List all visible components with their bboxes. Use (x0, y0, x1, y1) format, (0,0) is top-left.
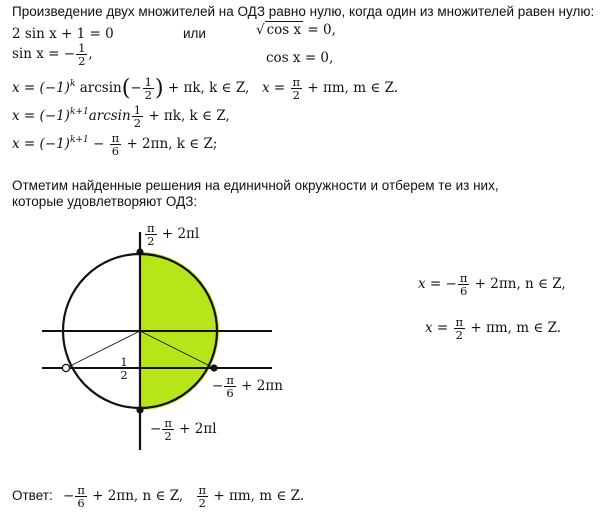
equation-sqrt-cos: √ cos x = 0, (256, 22, 336, 38)
selected-solution-2: x = $\frac{\pi}{2}$ + πm, m ∈ Z. (425, 315, 562, 342)
equation-pi2-pim: x = $\frac{\pi}{2}$ + πm, m ∈ Z. (262, 75, 399, 102)
point-minus-pi6 (210, 364, 217, 371)
paragraph-line-2: которые удовлетворяют ОДЗ: (12, 194, 198, 209)
answer-label: Ответ: (12, 488, 53, 503)
equation-general-pi6: $x = (-1)^{k+1}$ − $\frac{\pi}{6}$ + 2πn, k ∈ Z; (12, 131, 218, 158)
or-word: или (183, 26, 206, 41)
equation-sinx: sin x = − $\frac{1}{2}$ , (12, 41, 93, 68)
label-minus-half: − $\frac{1}{2}$ (106, 355, 128, 382)
header-text: Произведение двух множителей на ОДЗ равно нулю, когда один из множителей равен нулю: (12, 4, 595, 19)
label-pi2-2pil: $\frac{\pi}{2}$ + 2πl (147, 221, 200, 248)
equation-general-arcsin-2: $x = (-1)^{k+1}\arcsin$ $\frac{1}{2}$ + πk, k ∈ Z, (12, 103, 230, 130)
answer-line: Ответ: − $\frac{\pi}{6}$ + 2πn, n ∈ Z, $\frac{\pi}{2}$ + πm, m ∈ Z. (12, 483, 305, 510)
paragraph-line-1: Отметим найденные решения на единичной окружности и отберем те из них, (12, 178, 499, 193)
selected-solution-1: x = − $\frac{\pi}{6}$ + 2πn, n ∈ Z, (418, 271, 566, 298)
point-minus-pi2 (136, 406, 143, 413)
point-pi2 (136, 248, 143, 255)
equation-general-arcsin: $x = (-1)^k$ arcsin(− $\frac{1}{2}$ ) + πk, k ∈ Z, (12, 75, 250, 102)
excluded-point (62, 364, 69, 371)
equation-cos: cos x = 0, (266, 50, 334, 66)
label-minus-pi2-2pil: − $\frac{\pi}{2}$ + 2πl (150, 416, 217, 443)
equation-2sinx: 2 sin x + 1 = 0 (12, 26, 114, 42)
label-minus-pi6-2pin: − $\frac{\pi}{6}$ + 2πn (212, 373, 283, 400)
